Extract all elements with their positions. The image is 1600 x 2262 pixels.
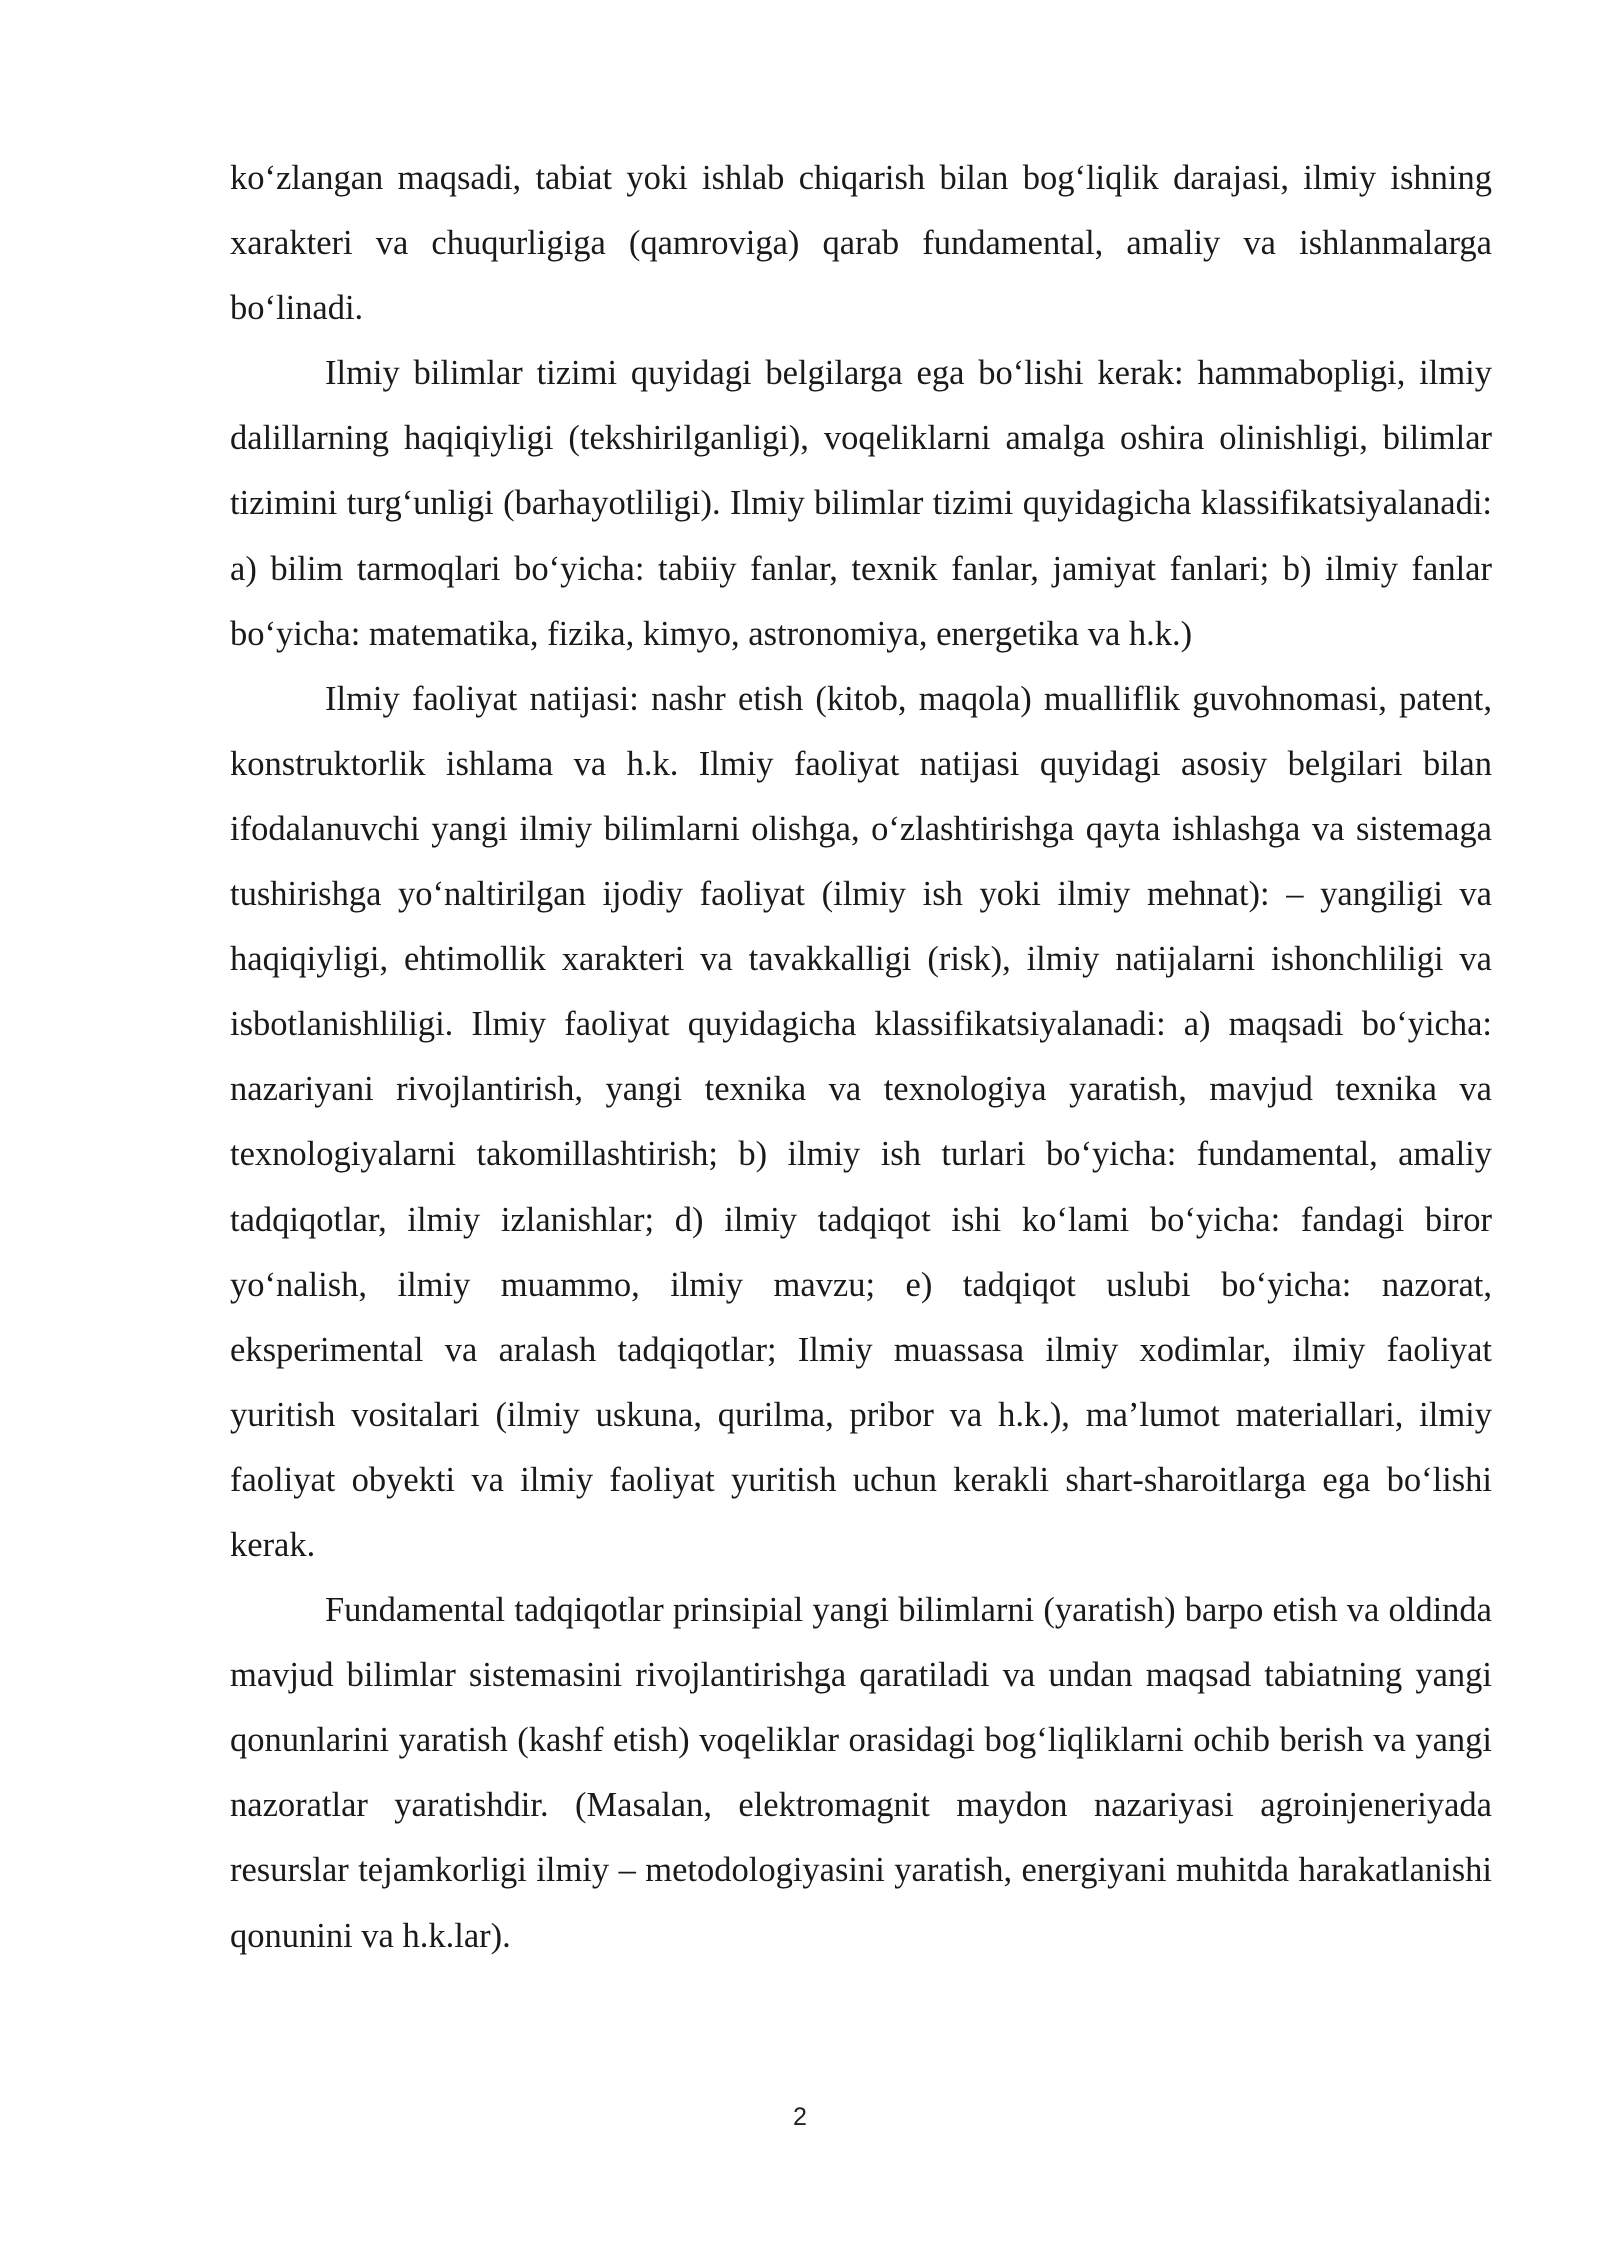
document-page — [230, 146, 1492, 1969]
paragraph-scientific-activity: Ilmiy faoliyat natijasi: nashr etish (kitob, maqola) mualliflik guvohnomasi, patent, konstruktorlik ishlama va h.k. Ilmiy faoliyat natijasi quyidagi asosiy belgilari bilan ifodalanuvchi yangi ilmiy bilimlarni olishga, o‘zlashtirishga qayta ishlashga va sistemaga tushirishga yo‘naltirilgan ijodiy faoliyat (ilmiy ish yoki ilmiy mehnat): – yangiligi va haqiqiyligi, ehtimollik xarakteri va tavakkalligi (risk), ilmiy natijalarni ishonchliligi va isbotlanishliligi. Ilmiy faoliyat quyidagicha klassifikatsiyalanadi: a) maqsadi bo‘yicha: nazariyani rivojlantirish, yangi texnika va texnologiya yaratish, mavjud texnika va texnologiyalarni takomillashtirish; b) ilmiy ish turlari bo‘yicha: fundamental, amaliy tadqiqotlar, ilmiy izlanishlar; d) ilmiy tadqiqot ishi ko‘lami bo‘yicha: fandagi biror yo‘nalish, ilmiy muammo, ilmiy mavzu; e) tadqiqot uslubi bo‘yicha: nazorat, eksperimental va aralash tadqiqotlar; Ilmiy muassasa ilmiy xodimlar, ilmiy faoliyat yuritish vositalari (ilmiy uskuna, qurilma, pribor va h.k.), ma’lumot materiallari, ilmiy faoliyat obyekti va ilmiy faoliyat yuritish uchun kerakli shart-sharoitlarga ega bo‘lishi kerak. — [230, 679, 1492, 1564]
paragraph-fundamental-research: Fundamental tadqiqotlar prinsipial yangi bilimlarni (yaratish) barpo etish va oldinda mavjud bilimlar sistemasini rivojlantirishga qaratiladi va undan maqsad tabiatning yangi qonunlarini yaratish (kashf etish) voqeliklar orasidagi bog‘liqliklarni ochib berish va yangi nazoratlar yaratishdir. (Masalan, elektromagnit maydon nazariyasi agroinjeneriyada resurslar tejamkorligi ilmiy – metodologiyasini yaratish, energiyani muhitda harakatlanishi qonunini va h.k.lar). — [230, 1591, 1492, 1955]
page-number: 2 — [793, 2103, 807, 2131]
paragraph-knowledge-system: Ilmiy bilimlar tizimi quyidagi belgilarga ega bo‘lishi kerak: hammabopligi, ilmiy dalillarning haqiqiyligi (tekshirilganligi), voqeliklarni amalga oshira olinishligi, bilimlar tizimini turg‘unligi (barhayotliligi). Ilmiy bilimlar tizimi quyidagicha klassifikatsiyalanadi: a) bilim tarmoqlari bo‘yicha: tabiiy fanlar, texnik fanlar, jamiyat fanlari; b) ilmiy fanlar bo‘yicha: matematika, fizika, kimyo, astronomiya, energetika va h.k.) — [230, 354, 1492, 653]
paragraph-continuation: ko‘zlangan maqsadi, tabiat yoki ishlab chiqarish bilan bog‘liqlik darajasi, ilmiy ishning xarakteri va chuqurligiga (qamroviga) qarab fundamental, amaliy va ishlanmalarga bo‘linadi. — [230, 159, 1492, 328]
